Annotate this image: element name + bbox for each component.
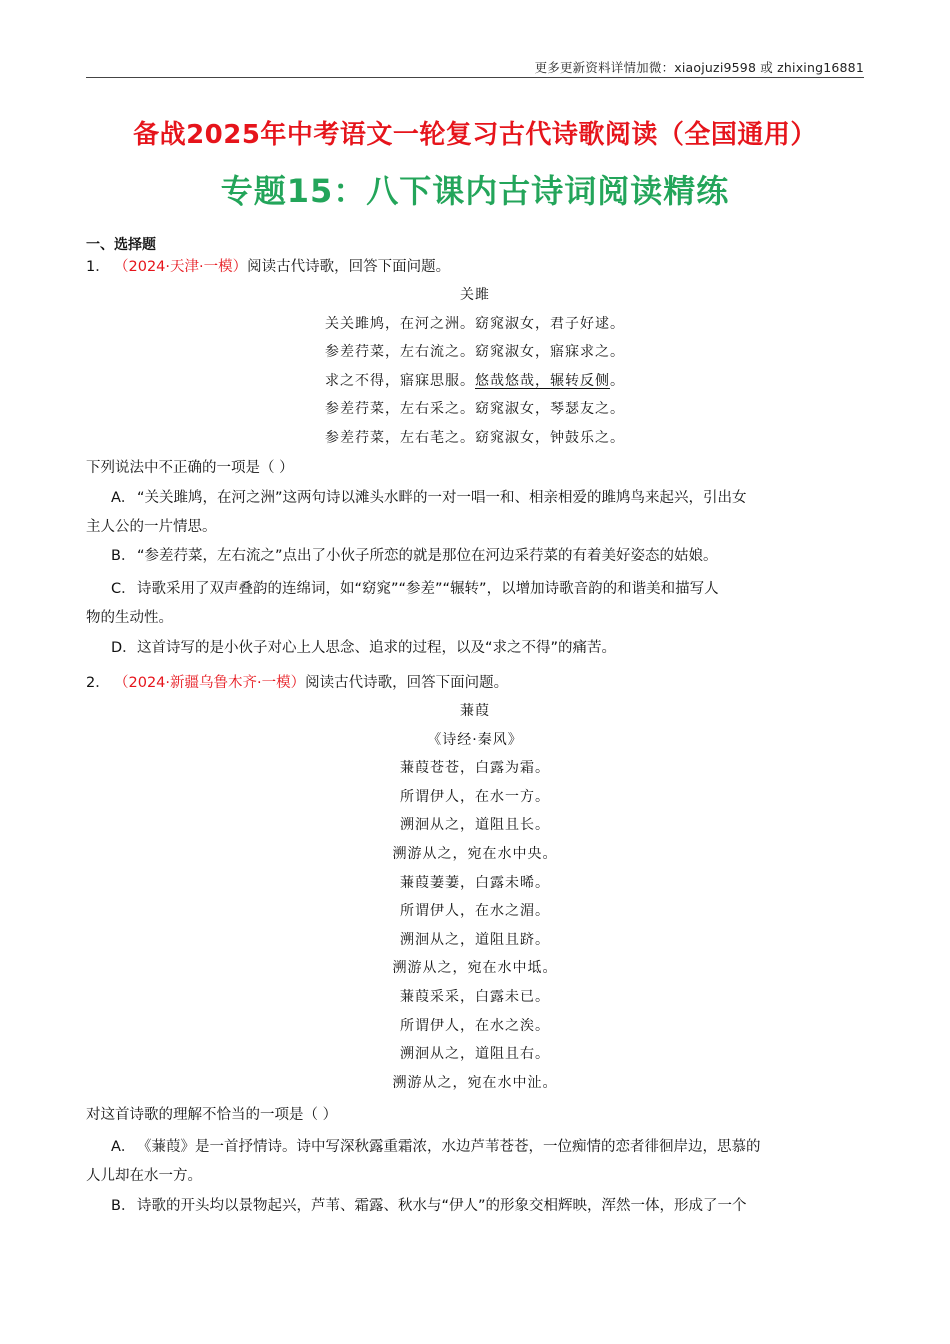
- option-letter: A．: [111, 1139, 136, 1155]
- header-note: 更多更新资料详情加微：xiaojuzi9598 或 zhixing16881: [534, 60, 864, 75]
- option-letter: B．: [111, 1198, 136, 1214]
- poem-line: 参差荇菜，左右采之。窈窕淑女，琴瑟友之。: [325, 401, 625, 418]
- poem-line: 所谓伊人，在水之湄。: [400, 903, 550, 920]
- poem-line: 参差荇菜，左右流之。窈窕淑女，寤寐求之。: [325, 344, 625, 361]
- poem-line: 蒹葭萋萋，白露未晞。: [400, 874, 550, 891]
- underlined-phrase: 悠哉悠哉，辗转反侧: [475, 372, 610, 389]
- option-b: [86, 542, 864, 571]
- option-c: [86, 575, 864, 633]
- question-number: 1．: [86, 259, 110, 275]
- option-text: 物的生动性。: [86, 610, 173, 626]
- option-d: [86, 634, 864, 663]
- poem-line: 蒹葭苍苍，白露为霜。: [400, 760, 550, 777]
- option-letter: C．: [111, 581, 136, 597]
- question-instruction: 阅读古代诗歌，回答下面问题。: [305, 675, 509, 691]
- option-text: “关关雎鸠，在河之洲”这两句诗以滩头水畔的一对一唱一和、相亲相爱的雎鸠鸟来起兴，引出女: [137, 490, 747, 506]
- question-2-stem: 对这首诗歌的理解不恰当的一项是（ ）: [86, 1107, 338, 1123]
- poem-title: 蒹葭: [460, 703, 490, 719]
- option-letter: D．: [111, 640, 137, 656]
- header-divider: [86, 77, 864, 78]
- poem-line: 溯洄从之，道阻且跻。: [400, 931, 550, 948]
- poem-line: 蒹葭采采，白露未已。: [400, 988, 550, 1005]
- poem-line: [0, 367, 950, 396]
- section-heading: 一、选择题: [86, 237, 156, 253]
- question-source: （2024·天津·一模）: [114, 259, 248, 275]
- option-b: [86, 1192, 864, 1221]
- poem-line-part: 。: [610, 372, 625, 389]
- poem-line: 所谓伊人，在水一方。: [400, 788, 550, 805]
- poem-jianjia: [0, 697, 950, 1097]
- option-text: “参差荇菜，左右流之”点出了小伙子所恋的就是那位在河边采荇菜的有着美好姿态的姑娘。: [137, 548, 718, 564]
- question-source: （2024·新疆乌鲁木齐·一模）: [114, 675, 306, 691]
- page-subtitle: 专题15：八下课内古诗词阅读精练: [220, 172, 730, 210]
- option-text: 诗歌采用了双声叠韵的连绵词，如“窈窕”“参差”“辗转”，以增加诗歌音韵的和谐美和描写人: [137, 581, 719, 597]
- page-title: 备战2025年中考语文一轮复习古代诗歌阅读（全国通用）: [133, 120, 817, 150]
- option-text: 主人公的一片情思。: [86, 519, 217, 535]
- poem-line: 溯游从之，宛在水中坻。: [392, 960, 558, 977]
- option-letter: A．: [111, 490, 136, 506]
- option-a: [86, 484, 864, 542]
- poem-line: 溯游从之，宛在水中沚。: [392, 1074, 558, 1091]
- option-text: 诗歌的开头均以景物起兴，芦苇、霜露、秋水与“伊人”的形象交相辉映，浑然一体，形成了一个: [137, 1198, 747, 1214]
- poem-line: 参差荇菜，左右芼之。窈窕淑女，钟鼓乐之。: [325, 429, 625, 446]
- poem-guanju: [0, 281, 950, 453]
- option-letter: B．: [111, 548, 136, 564]
- poem-author: 《诗经·秦风》: [427, 731, 523, 748]
- poem-line-part: 求之不得，寤寐思服。: [325, 372, 475, 389]
- option-a: [86, 1133, 864, 1191]
- question-2-header: [86, 671, 508, 692]
- question-1-header: [86, 255, 450, 276]
- poem-line: 溯洄从之，道阻且长。: [400, 817, 550, 834]
- question-number: 2．: [86, 675, 110, 691]
- question-1-stem: 下列说法中不正确的一项是（ ）: [86, 460, 294, 476]
- option-text: 这首诗写的是小伙子对心上人思念、追求的过程，以及“求之不得”的痛苦。: [137, 640, 617, 656]
- poem-line: 溯游从之，宛在水中央。: [392, 845, 558, 862]
- option-text: 《蒹葭》是一首抒情诗。诗中写深秋露重霜浓，水边芦苇苍苍，一位痴情的恋者徘徊岸边，思慕的: [137, 1139, 761, 1155]
- poem-title: 关雎: [460, 287, 490, 303]
- option-text: 人儿却在水一方。: [86, 1168, 202, 1184]
- poem-line: 所谓伊人，在水之涘。: [400, 1017, 550, 1034]
- poem-line: 溯洄从之，道阻且右。: [400, 1046, 550, 1063]
- question-instruction: 阅读古代诗歌，回答下面问题。: [247, 259, 451, 275]
- poem-line: 关关雎鸠，在河之洲。窈窕淑女，君子好逑。: [325, 315, 625, 332]
